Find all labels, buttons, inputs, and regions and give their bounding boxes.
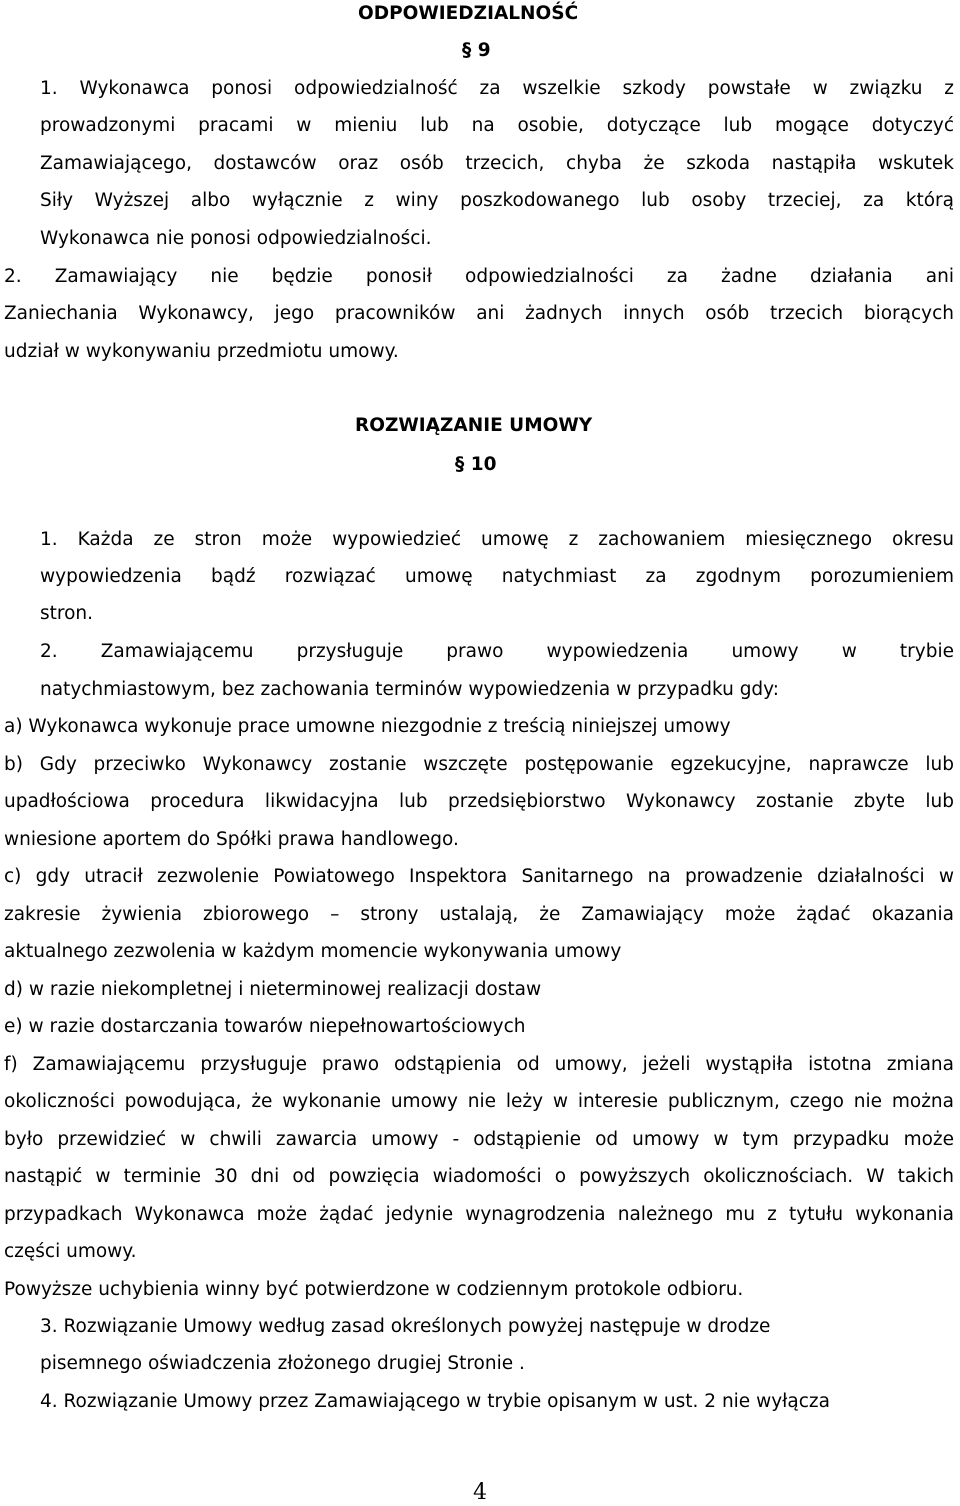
s10-p2-line: natychmiastowym, bez zachowania terminów wypowiedzenia w przypadku gdy:	[40, 679, 780, 700]
s9-p1-line: Siły Wyższej albo wyłącznie z winy poszkodowanego lub osoby trzeciej, za którą	[40, 190, 954, 211]
section-10-number: § 10	[455, 454, 497, 475]
s10-item-f-line: okoliczności powodująca, że wykonanie umowy nie leży w interesie publicznym, czego nie można	[4, 1091, 954, 1112]
s10-item-a-line: a) Wykonawca wykonuje prace umowne niezgodnie z treścią niniejszej umowy	[4, 716, 731, 737]
s10-item-f-line: było przewidzieć w chwili zawarcia umowy - odstąpienie od umowy w tym przypadku może	[4, 1129, 954, 1150]
page-number: 4	[473, 1480, 487, 1505]
s10-item-c-line: c) gdy utracił zezwolenie Powiatowego Inspektora Sanitarnego na prowadzenie działalności w	[4, 866, 954, 887]
s10-note-line: Powyższe uchybienia winny być potwierdzone w codziennym protokole odbioru.	[4, 1279, 744, 1300]
s10-item-d-line: d) w razie niekompletnej i nieterminowej realizacji dostaw	[4, 979, 542, 1000]
s10-item-b-line: b) Gdy przeciwko Wykonawcy zostanie wszczęte postępowanie egzekucyjne, naprawcze lub	[4, 754, 954, 775]
s10-p4-line: 4. Rozwiązanie Umowy przez Zamawiającego w trybie opisanym w ust. 2 nie wyłącza	[40, 1391, 830, 1412]
s10-p1-line: 1. Każda ze stron może wypowiedzieć umowę z zachowaniem miesięcznego okresu	[40, 529, 954, 550]
s10-item-c-line: zakresie żywienia zbiorowego – strony ustalają, że Zamawiający może żądać okazania	[4, 904, 954, 925]
s9-p1-line: Wykonawca nie ponosi odpowiedzialności.	[40, 228, 432, 249]
s10-item-b-line: upadłościowa procedura likwidacyjna lub przedsiębiorstwo Wykonawcy zostanie zbyte lub	[4, 791, 954, 812]
s9-p2-line: udział w wykonywaniu przedmiotu umowy.	[4, 341, 399, 362]
s10-item-f-line: części umowy.	[4, 1241, 137, 1262]
s10-item-e-line: e) w razie dostarczania towarów niepełnowartościowych	[4, 1016, 526, 1037]
s10-item-f-line: przypadkach Wykonawca może żądać jedynie wynagrodzenia należnego mu z tytułu wykonania	[4, 1204, 954, 1225]
section-9-number: § 9	[462, 40, 491, 61]
s9-p1-line: Zamawiającego, dostawców oraz osób trzecich, chyba że szkoda nastąpiła wskutek	[40, 153, 954, 174]
s10-item-c-line: aktualnego zezwolenia w każdym momencie wykonywania umowy	[4, 941, 622, 962]
s10-p3-line: 3. Rozwiązanie Umowy według zasad określonych powyżej następuje w drodze	[40, 1316, 771, 1337]
s10-item-f-line: nastąpić w terminie 30 dni od powzięcia wiadomości o powyższych okolicznościach. W takich	[4, 1166, 954, 1187]
s10-p1-line: stron.	[40, 603, 94, 624]
s9-p2-line: Zaniechania Wykonawcy, jego pracowników ani żadnych innych osób trzecich biorących	[4, 303, 954, 324]
s10-item-f-line: f) Zamawiającemu przysługuje prawo odstąpienia od umowy, jeżeli wystąpiła istotna zmiana	[4, 1054, 954, 1075]
s9-p2-line: 2. Zamawiający nie będzie ponosił odpowiedzialności za żadne działania ani	[4, 266, 954, 287]
s10-p3-line: pisemnego oświadczenia złożonego drugiej Stronie .	[40, 1353, 525, 1374]
s9-p1-line: 1. Wykonawca ponosi odpowiedzialność za wszelkie szkody powstałe w związku z	[40, 78, 954, 99]
s10-p2-line: 2. Zamawiającemu przysługuje prawo wypowiedzenia umowy w trybie	[40, 641, 954, 662]
section-10-heading: ROZWIĄZANIE UMOWY	[355, 415, 593, 436]
s9-p1-line: prowadzonymi pracami w mieniu lub na osobie, dotyczące lub mogące dotyczyć	[40, 115, 954, 136]
section-9-heading: ODPOWIEDZIALNOŚĆ	[358, 3, 579, 24]
s10-item-b-line: wniesione aportem do Spółki prawa handlowego.	[4, 829, 459, 850]
s10-p1-line: wypowiedzenia bądź rozwiązać umowę natychmiast za zgodnym porozumieniem	[40, 566, 954, 587]
